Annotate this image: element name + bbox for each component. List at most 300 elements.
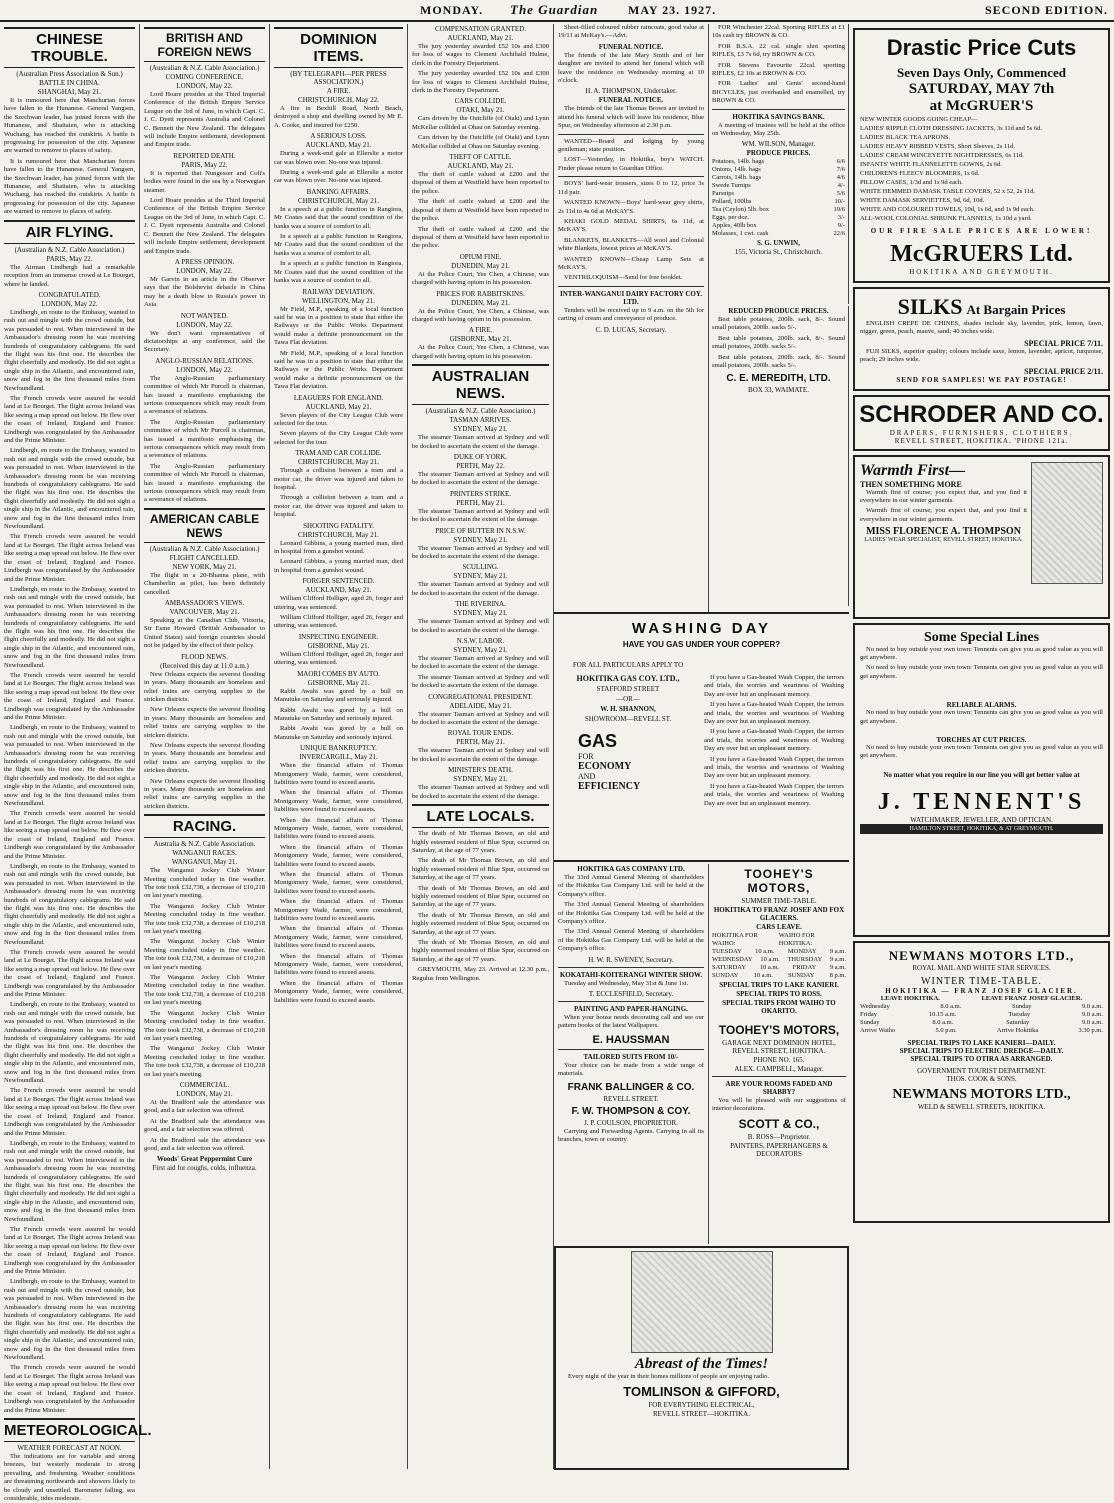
toohey-special: SPECIAL TRIPS FROM WAIHO TO OKARITO. [722, 999, 836, 1015]
article-paragraph: The steamer Tasman arrived at Sydney and will be docked to ascertain the extent of the damage. [412, 655, 549, 671]
column-6-lower [709, 306, 849, 606]
notice-text: The 33rd Annual General Meeting of shareholders of the Hokitika Gas Company Ltd. will be held at the Company's office. [558, 901, 704, 926]
price-cell: 10/- [834, 198, 845, 206]
dateline: LONDON, May 22. [176, 365, 233, 374]
signature: H. A. THOMPSON, Undertaker. [585, 87, 677, 96]
scott-text: You will be pleased with our suggestions of interior decorations. [712, 1097, 846, 1113]
article-paragraph: GREYMOUTH, May 23. Arrived at 12.30 p.m., Regulus from Wellington. [412, 966, 549, 982]
dateline: WANGANUI, May 21. [171, 858, 238, 867]
subhead: PRICE OF BUTTER IN N.S.W. [435, 526, 526, 535]
article-paragraph: The French crowds were assured he would land at Le Bourget. The flight across Ireland was like seeing a map spread out below. He flew over the coast of Ireland, England and France. Lindbergh was congratulated by the Ambassador and the Prime Minister. [4, 1364, 135, 1414]
classified-ad: WANTED—Board and lodging by young gentleman; state position. [558, 137, 704, 154]
classified-ad: Sheet-filled coloured rubber raincoats, good value at 19/11 at McKay's.—Advt. [558, 24, 704, 40]
subhead: WANGANUI RACES. [172, 849, 237, 858]
silks-price-1: SPECIAL PRICE 7/11. [1024, 338, 1103, 348]
subhead: A PRESS OPINION. [174, 257, 235, 266]
timetable-cell: FRIDAY [792, 964, 817, 971]
dateline: AUCKLAND, May 21. [305, 141, 372, 150]
subhead: CONGREGATIONAL PRESIDENT. [428, 692, 533, 701]
article-paragraph: The French crowds were assured he would land at Le Bourget. The flight across Ireland was like seeing a map spread out below. He flew over the coast of Ireland, England and France. Lindbergh was congratulated by the Ambassador and the Prime Minister. [4, 394, 135, 444]
article-paragraph: Mr Field, M.P., speaking of a local function said he was in a position to state that either the Railways or the Public Works Department would make a definite pronouncement on the Tawa Flat deviation. [274, 305, 403, 347]
classified-ad: WANTED KNOWN—Boys' hard-wear grey shirts, 2s 11d to 4s 6d at McKAY'S. [558, 199, 704, 215]
headline-late-locals: LATE LOCALS. [412, 804, 549, 828]
subhead: A FIRE. [468, 326, 493, 335]
timetable-cell: Arrive Hokitika [996, 1026, 1039, 1034]
article-paragraph: Through a collision between a tram and a motor car, the driver was injured and taken to hospital. [274, 494, 403, 519]
newmans-address: WELD & SEWELL STREETS, HOKITIKA. [917, 1102, 1046, 1111]
toohey-manager: ALEX. CAMPBELL, Manager. [734, 1065, 824, 1073]
tomlinson-headline: Abreast of the Times! [634, 1356, 769, 1372]
article-paragraph: William Clifford Holliger, aged 26, forger and uttering, was sentenced. [274, 595, 403, 611]
price-cell: Onions, 14lb. bags [712, 166, 761, 174]
notice-text: Your choice can be made from a wide range of materials. [558, 1061, 704, 1078]
masthead-day: MONDAY. [420, 2, 484, 17]
article-paragraph: William Clifford Holliger, aged 26, forger and uttering, was sentenced. [274, 650, 403, 667]
classified-ad: BOYS' hard-wear trousers, sizes 0 to 12, price 3s 11d pair. [558, 180, 704, 196]
article-paragraph: Rabbi Awahi was gored by a bull on Manutuke on Saturday and seriously injured. [274, 725, 403, 741]
newmans-title: NEWMANS MOTORS LTD., [888, 947, 1075, 963]
price-cell: 3/- [837, 214, 845, 222]
divider [558, 967, 704, 968]
subhead: COMPENSATION GRANTED. [434, 25, 526, 33]
timetable-cell: SUNDAY [787, 972, 815, 979]
dateline: LONDON, May 21. [176, 1089, 233, 1098]
timetable-row [860, 1019, 1103, 1027]
silks-text: FUJI SILKS, superior quality; colours include saxe, lemon, lavender, apricot, turquoise, peach; 29 inches wide. [860, 347, 1103, 364]
article-paragraph: Lord Hoare presides at the Third Imperial Conference of the British Empire Service League on the 3rd of June, in which Capt. C. J. C. Dyett represents Australia and Colonel C. Bennett the New Zealand. The delegates will include Empire settlement, development and Empire trade. [144, 91, 265, 149]
article-paragraph: The French crowds were assured he would land at Le Bourget. The flight across Ireland was like seeing a map spread out below. He flew over the coast of Ireland, England and France. Lindbergh was congratulated by the Ambassador and the Prime Minister. [4, 1225, 135, 1275]
dateline: AUCKLAND, May 21. [305, 402, 372, 411]
ad-toohey-motors [709, 864, 849, 1244]
price-row [712, 190, 845, 198]
price-row [712, 222, 845, 230]
tennent-name: J. TENNENT'S [877, 788, 1086, 815]
divider [558, 176, 704, 177]
price-row [712, 198, 845, 206]
article-paragraph: Mr Garvin in an article in the Observer says that the Bolshevist debacle in China may be a death blow to Russia's power in Asia. [144, 275, 265, 309]
dateline: PERTH, May 21. [456, 738, 505, 747]
radio-illustration [631, 1251, 773, 1353]
scott-trades: PAINTERS, PAPERHANGERS & DECORATORS [730, 1141, 828, 1158]
timetable-row [712, 956, 846, 964]
timetable-cell: THURSDAY [787, 956, 823, 963]
dateline: DUNEDIN, May 21. [451, 261, 510, 270]
article-paragraph: The jury yesterday awarded £52 10s and £300 for loss of wages to Clement Archibald Hulme, clerk in the Forestry Department. [412, 70, 549, 95]
subhead: COMING CONFERENCE. [165, 73, 244, 81]
washing-gas: GAS [578, 731, 618, 751]
column-3 [270, 24, 408, 1469]
mcgruers-subtitle: Seven Days Only, Commenced [897, 65, 1066, 80]
article-paragraph: The steamer Tasman arrived at Sydney and will be docked to ascertain the extent of the damage. [412, 470, 549, 487]
subhead: REPORTED DEATH. [173, 151, 236, 160]
subhead: INSPECTING ENGINEER. [298, 632, 379, 641]
subhead: TRAM AND CAR COLLIDE. [295, 449, 382, 458]
price-row [712, 166, 845, 174]
price-cell: 22/6 [833, 230, 845, 238]
silks-headline: SILKS [897, 294, 963, 319]
tomlinson-tagline: FOR EVERYTHING ELECTRICAL, [648, 1401, 755, 1410]
article-paragraph: At the Police Court, Yee Chen, a Chinese, was charged with having opium in his possession. [412, 307, 549, 323]
subhead: FLOOD NEWS. [181, 652, 228, 661]
list-item: LADIES' CREAM WINCEYETTE NIGHTDRESSES, 6s 11d. [860, 152, 1024, 159]
subhead: HOKITIKA SAVINGS BANK. [732, 112, 825, 121]
article-paragraph: The Wanganui Jockey Club Winter Meeting concluded today in fine weather. The tote took £32,738, a decrease of £10,218 on last year's meeting. [144, 974, 265, 1007]
newmans-col-header: LEAVE HOKITIKA. [880, 994, 940, 1002]
thompson-headline: Warmth First— [860, 461, 966, 479]
newmans-timetable-title: WINTER TIME-TABLE. [921, 975, 1042, 987]
toohey-subtitle: SUMMER TIME-TABLE. [741, 897, 817, 905]
article-paragraph: When the financial affairs of Thomas Montgomery Wade, farmer, were considered, liabilities were found to exceed assets. [274, 871, 403, 895]
classified-ad: Tenders will be received up to 9 a.m. on the 5th for carting of cream and conveyance of produce. [558, 306, 704, 323]
classified-ad: Best table potatoes, 200lb. sack, 8/-. Sound small potatoes, 200lb. sacks 5/-. [712, 334, 845, 351]
dateline: SYDNEY, May 21. [453, 572, 508, 581]
article-paragraph: At the Bradford sale the attendance was good, and a fair selection was offered. [144, 1117, 265, 1134]
credit: (Australian & N.Z. Cable Association.) [149, 544, 260, 553]
classified-ad: WANTED KNOWN—Cheap Lamp Sets at McKAY'S. [558, 255, 704, 271]
article-paragraph: Through a collision between a tram and a motor car, the driver was injured and taken to hospital. [274, 467, 403, 491]
timetable-cell: SUNDAY [712, 972, 739, 979]
article-paragraph: Seven players of the City League Club were selected for the tour. [274, 411, 403, 427]
article-paragraph: The Anglo-Russian parliamentary committee of which Mr Purcell is chairman, has issued a manifesto emphasising the serious consequences which may result from a severance of relations. [144, 374, 265, 416]
price-cell: Swede Turnips [712, 182, 751, 190]
article-paragraph: Leonard Gibbins, a young married man, died in hospital from a gunshot wound. [274, 558, 403, 574]
mcgruers-name: McGRUERS Ltd. [890, 241, 1073, 267]
credit: (Australian & N.Z. Cable Association.) [149, 64, 260, 72]
washing-apply: FOR ALL PARTICULARS APPLY TO [572, 661, 684, 669]
timetable-cell: SATURDAY [712, 964, 747, 971]
article-paragraph: Lindbergh, en route to the Embassy, wanted to rush out and mingle with the crowd outside, but was persuaded to rest. When interviewed in the Ambassador's dressing room he was receiving hundreds of congratulatory cablegrams. He said the flight was his first one. He describes the flight cheerfully and modestly. He did not sight a single ship in the Atlantic, and encountered rain, snow and fog in the first thousand miles from Newfoundland. [4, 308, 135, 392]
signature: H. W. R. SWENEY, Secretary. [588, 955, 674, 964]
timetable-row [860, 1003, 1103, 1011]
column-1 [0, 24, 152, 1502]
timetable-cell: Arrive Waiho [860, 1026, 896, 1034]
credit: (Australian Press Association & Sun.) [16, 70, 123, 78]
timetable-cell: 3.30 p.m. [1078, 1026, 1103, 1034]
classified-ad: FOR Stevens Favourite 22cal. sporting RIFLES, £2 10s at BROWN & CO. [712, 61, 845, 78]
divider [712, 1076, 846, 1077]
dateline: INVERCARGILL, May 21. [299, 753, 378, 762]
subhead: PRICES FOR RABBITSKINS. [436, 289, 525, 298]
classified-ad: VENTRILOQUISM—Send for free booklet. [564, 274, 683, 282]
timetable-cell: 10 a.m. [759, 964, 780, 971]
article-paragraph: Lindbergh, en route to the Embassy, wanted to rush out and mingle with the crowd outside, but was persuaded to rest. When interviewed in the Ambassador's dressing room he was receiving hundreds of congratulatory cablegrams. He said the flight was his first one. He describes the flight cheerfully and modestly. He did not sight a single ship in the Atlantic, and encountered rain, snow and fog in the first thousand miles from Newfoundland. [4, 724, 135, 808]
dateline: CHRISTCHURCH, May 21. [298, 196, 379, 205]
thompson-subtitle: THEN SOMETHING MORE [860, 479, 962, 489]
article-paragraph: When the financial affairs of Thomas Montgomery Wade, farmer, were considered, liabilities were found to exceed assets. [274, 979, 403, 1004]
article-paragraph: Speaking at the Canadian Club, Victoria, Sir Esme Howard (British Ambassador to United States) said foreign countries should not be judged by the effect of their policy. [144, 617, 265, 650]
tennent-torches: TORCHES AT CUT PRICES. [936, 736, 1027, 745]
notice-text: Carrying and Forwarding Agents. Carrying in all its branches, town or country. [558, 1127, 704, 1144]
article-paragraph: The Airman Lindbergh had a remarkable reception from an immense crowd at Le Bourget, where he landed. [4, 263, 135, 288]
dateline: SYDNEY, May 21. [453, 425, 508, 434]
subhead: DUKE OF YORK. [453, 452, 508, 461]
dateline: GISBORNE, May 21. [307, 678, 370, 687]
credit: Australia & N.Z. Cable Association. [153, 840, 256, 849]
newmans-timetable-rows [860, 1003, 1103, 1035]
advertiser-address: REVELL STREET. [603, 1094, 659, 1103]
classified-ad: BLANKETS, BLANKETS—All wool and Colonial white Blankets, lowest prices at McKAY'S. [558, 236, 704, 253]
signature: T. ECCLESFIELD, Secretary. [588, 990, 674, 999]
credit: (BY TELEGRAPH—PER PRESS ASSOCIATION.) [290, 70, 387, 86]
schroder-name: SCHRODER AND CO. [859, 400, 1104, 428]
toohey-timetable [712, 932, 846, 948]
newmans-special: SPECIAL TRIPS TO OTIRA AS ARRANGED. [910, 1054, 1053, 1063]
subhead: CARS COLLIDE. [454, 97, 507, 106]
tennent-text: No need to buy outside your own town: Tennents can give you as good value as you will get anywhere. [860, 709, 1103, 725]
divider [712, 109, 845, 110]
article-paragraph: When the financial affairs of Thomas Montgomery Wade, farmer, were considered, liabilities were found to exceed assets. [274, 816, 403, 841]
toohey-cars-leave: CARS LEAVE. [756, 923, 802, 931]
dateline: LONDON, May 22. [41, 299, 98, 308]
article-paragraph: The flight in a 20-Bhanna plane, with Chamberlin as pilot, has been definitely cancelled. [144, 571, 265, 596]
subhead: FUNERAL NOTICE. [598, 42, 664, 51]
timetable-cell: 10 a.m. [755, 948, 775, 955]
subhead: WEATHER FORECAST AT NOON. [17, 1443, 122, 1452]
classified-ad: Best table potatoes, 200lb. sack, 8/-. Sound small potatoes, 200lb. sacks 5/-. [712, 316, 845, 332]
timetable-row [712, 964, 846, 972]
dateline: WELLINGTON, May 21. [302, 296, 375, 305]
price-row [712, 174, 845, 182]
advertiser-name: FRANK BALLINGER & CO. [567, 1081, 695, 1093]
timetable-cell: 5.0 p.m. [935, 1026, 957, 1034]
column-7 [849, 24, 1114, 1469]
classified-ad: FOR Winchester 22cal. Sporting RIFLES at £1 10s cash try BROWN & CO. [712, 24, 845, 40]
price-cell: 9/- [837, 222, 845, 230]
timetable-cell: 8.0 a.m. [932, 1018, 954, 1026]
timetable-cell: 9 a.m. [829, 956, 846, 963]
classified-ad: FOR Ladies' and Gents' second-hand BICYCLES, just overhauled and enamelled, try BROWN & CO. [712, 80, 845, 105]
price-row [712, 214, 845, 222]
toohey-col-header: WAIHO FOR HOKITIKA: [778, 932, 815, 947]
article-paragraph: It is rumoured here that Manchurian forces have fallen to the Hunanese. General Yangsen, the Szechwan leader, has joined forces with the Hunanese, and Shaitaien, who is attacking Wuchang, has reached the outskirts. A battle is progressing for possession of the city. Japanese are warned to remove to places of safety. [4, 97, 135, 155]
price-cell: Molasses, 1 cwt. cask [712, 230, 769, 238]
produce-price-list [712, 158, 845, 238]
washing-efficiency: EFFICIENCY [578, 781, 641, 792]
article-paragraph: The steamer Tasman arrived at Sydney and will be docked to ascertain the extent of the damage. [412, 507, 549, 524]
washing-economy: ECONOMY [578, 761, 632, 772]
newmans-route: HOKITIKA — FRANZ JOSEF GLACIER. [885, 986, 1078, 995]
thompson-text: Warmth first of course; you expect that, and you find it everywhere in our winter garments. [860, 488, 1027, 505]
thompson-address: LADIES' WEAR SPECIALIST, REVELL STREET, HOKITIKA. [864, 537, 1023, 544]
list-item: LADIES' BLACK TEA APRONS. [860, 134, 951, 141]
article-paragraph: The steamer Tasman arrived at Sydney and will be docked to ascertain the extent of the damage. [412, 673, 549, 690]
washing-shannon: W. H. SHANNON, [600, 705, 656, 713]
timetable-cell: 8 p.m. [829, 972, 846, 979]
article-paragraph: The Wanganui Jockey Club Winter Meeting concluded today in fine weather. The tote took £32,738, a decrease of £10,218 on last year's meeting. [144, 1009, 265, 1042]
subhead: CONGRATULATED. [38, 290, 101, 299]
thompson-text: Warmth first of course; you expect that, and you find it everywhere in our winter garments. [860, 507, 1027, 523]
subhead: FUNERAL NOTICE. [598, 96, 664, 105]
schroder-trades: DRAPERS, FURNISHERS, CLOTHIERS. [889, 428, 1074, 437]
article-paragraph: In a speech at a public function in Rangiora, Mr Coates said that the sound condition of the banks was a source of comfort to all. [274, 260, 403, 285]
article-paragraph: William Clifford Holliger, aged 26, forger and uttering, was sentenced. [274, 614, 403, 630]
headline-racing: RACING. [144, 814, 265, 838]
article-paragraph: Lindbergh, en route to the Embassy, wanted to rush out and mingle with the crowd outside, but was persuaded to rest. When interviewed in the Ambassador's dressing room he was receiving hundreds of congratulatory cablegrams. He said the flight was his first one. He describes the flight cheerfully and modestly. He did not sight a single ship in the Atlantic, and encountered rain, snow and fog in the first thousand miles from Newfoundland. [4, 447, 135, 531]
silks-price-2: SPECIAL PRICE 2/11. [1024, 366, 1103, 376]
article-paragraph: The Wanganui Jockey Club Winter Meeting concluded today in fine weather. The tote took £32,738, a decrease of £10,218 on last year's meeting. [144, 902, 265, 936]
article-paragraph: The indications are for variable and strong breezes, but westerly moderate to strong prevailing, and freshening. Weather conditions are threatening northwards and showers likely to be cloudy and unsettled. Barometer falling, sea considerable, tides moderate. [4, 1452, 135, 1502]
classified-ad: LOST—Yesterday, in Hokitika, boy's WATCH. Finder please return to Guardian Office. [558, 156, 704, 172]
article-paragraph: Lindbergh, en route to the Embassy, wanted to rush out and mingle with the crowd outside, but was persuaded to rest. When interviewed in the Ambassador's dressing room he was receiving hundreds of congratulatory cablegrams. He said the flight was his first one. He describes the flight cheerfully and modestly. He did not sight a single ship in the Atlantic, and encountered rain, snow and fog in the first thousand miles from Newfoundland. [4, 1001, 135, 1085]
newmans-services: ROYAL MAIL AND WHITE STAR SERVICES. [912, 963, 1051, 972]
tennent-text: No need to buy outside your own town: Tennents can give you as good value as you will get anywhere. [860, 744, 1103, 760]
mcgruers-locations: HOKITIKA AND GREYMOUTH. [909, 268, 1054, 276]
dateline: (Received this day at 11.0 a.m.) [160, 661, 249, 670]
ad-tomlinson-gifford [554, 1246, 849, 1470]
washing-text: If you have a Gas-heated Wash Copper, the terrors and trials, the worries and weariness of Washing Day are over but an unpleasant memory. [704, 674, 844, 698]
article-paragraph: When the financial affairs of Thomas Montgomery Wade, farmer, were considered, liabilities were found to exceed assets. [274, 925, 403, 950]
ad-mcgruers [853, 28, 1110, 283]
ad-silks [853, 287, 1110, 391]
article-paragraph: The death of Mr Thomas Brown, an old and highly esteemed resident of Blue Spur, occurred on Saturday, at the age of 77 years. [412, 938, 549, 963]
subhead: TASMAN ARRIVES. [449, 416, 512, 425]
tennent-value: No matter what you require in our line you will get better value at [883, 770, 1080, 779]
column-6 [709, 24, 849, 304]
price-cell: Eggs, per doz. [712, 214, 750, 222]
subhead: BATTLE IN CHINA. [39, 79, 100, 87]
dateline: SYDNEY, May 21. [453, 646, 508, 655]
article-paragraph: New Orleans expects the severest flooding in years. Many thousands are homeless and relief trains are carrying supplies to the stricken districts. [144, 706, 265, 739]
tennent-text: No need to buy outside your own town: Tennents can give you as good value as you will get anywhere. [860, 645, 1103, 662]
article-paragraph: The Anglo-Russian parliamentary committee of which Mr Purcell is chairman, has issued a manifesto emphasising the serious consequences which may result from a severance of relations. [144, 418, 265, 460]
article-paragraph: Lindbergh, en route to the Embassy, wanted to rush out and mingle with the crowd outside, but was persuaded to rest. When interviewed in the Ambassador's dressing room he was receiving hundreds of congratulatory cablegrams. He said the flight was his first one. He describes the flight cheerfully and modestly. He did not sight a single ship in the Atlantic, and encountered rain, snow and fog in the first thousand miles from Newfoundland. [4, 1139, 135, 1223]
subhead: FORGER SENTENCED. [302, 577, 375, 586]
signature: S. G. UNWIN, [757, 239, 800, 248]
dateline: ADELAIDE, May 21. [449, 701, 512, 710]
article-paragraph: When the financial affairs of Thomas Montgomery Wade, farmer, were considered, liabilities were found to exceed assets. [274, 843, 403, 868]
scott-headline: ARE YOUR ROOMS FADED AND SHABBY? [725, 1080, 833, 1096]
washing-text: If you have a Gas-heated Wash Copper, the terrors and trials, the worries and weariness of Washing Day are over but an unpleasant memory. [704, 782, 844, 807]
subhead: HOKITIKA GAS COMPANY LTD. [577, 865, 685, 873]
article-paragraph: When the financial affairs of Thomas Montgomery Wade, farmer, were considered, liabilities were found to exceed assets. [274, 952, 403, 977]
article-paragraph: Seven players of the City League Club were selected for the tour. [274, 430, 403, 446]
masthead-title: The Guardian [510, 2, 599, 17]
timetable-cell: 10.15 a.m. [928, 1010, 957, 1018]
timetable-cell: 10 a.m. [753, 972, 773, 979]
article-paragraph: Lindbergh, en route to the Embassy, wanted to rush out and mingle with the crowd outside, but was persuaded to rest. When interviewed in the Ambassador's dressing room he was receiving hundreds of congratulatory cablegrams. He said the flight was his first one. He describes the flight cheerfully and modestly. He did not sight a single ship in the Atlantic, and encountered rain, snow and fog in the first thousand miles from Newfoundland. [4, 585, 135, 669]
list-item: WHITE AND COLOURED TOWELS, 10d, 1s 6d, and 1s 9d each. [860, 206, 1035, 213]
article-paragraph: The theft of cattle valued at £200 and the disposal of them at Westfield have been reported to the police. [412, 225, 549, 250]
subhead: A FIRE. [326, 87, 351, 95]
mcgruers-price-list [860, 115, 1103, 223]
subhead: N.S.W. LABOR. [456, 637, 505, 646]
price-cell: Carrots, 14lb. bags [712, 174, 762, 182]
subhead: UNIQUE BANKRUPTCY. [300, 744, 377, 753]
article-paragraph: The death of Mr Thomas Brown, an old and highly esteemed resident of Blue Spur, occurred on Saturday, at the age of 77 years. [412, 857, 549, 882]
headline-australian-news: AUSTRALIAN NEWS. [412, 364, 549, 405]
article-paragraph: New Orleans expects the severest flooding in years. Many thousands are homeless and relief trains are carrying supplies to the stricken districts. [144, 777, 265, 810]
article-paragraph: At the Police Court, Yee Chen, a Chinese, was charged with having opium in his possession. [412, 270, 549, 287]
classified-ad: The friends of the late Mary Smith and of her daughter are invited to attend her funeral which will leave the residence on Wednesday morning at 10 o'clock. [558, 51, 704, 85]
dateline: PARIS, May 22. [181, 160, 228, 169]
dateline: CHRISTCHURCH, May 22. [298, 96, 379, 104]
article-paragraph: The theft of cattle valued at £200 and the disposal of them at Westfield have been reported to the police. [412, 171, 549, 195]
classified-ad: A meeting of trustees will be held at the office on Wednesday, May 25th. [712, 121, 845, 138]
masthead-edition: SECOND EDITION. [984, 2, 1108, 17]
article-paragraph: Leonard Gibbins, a young married man, died in hospital from a gunshot wound. [274, 539, 403, 556]
article-paragraph: Lord Hoare presides at the Third Imperial Conference of the British Empire Service League on the 3rd of June, in which Capt. C. J. C. Dyett represents Australia and Colonel C. Bennett the New Zealand. The delegates will include Empire settlement, development and Empire trade. [144, 197, 265, 255]
subhead: ANGLO-RUSSIAN RELATIONS. [155, 356, 254, 365]
masthead-date: MAY 23. 1927. [628, 2, 717, 17]
headline-meteorological: METEOROLOGICAL. [4, 1418, 135, 1442]
subhead: MINISTER'S DEATH. [448, 766, 513, 775]
dateline: AUCKLAND, May 21. [305, 586, 372, 595]
list-item: ALL-WOOL COLONIAL SHRUNK FLANNELS, 1s 10d a yard. [860, 215, 1032, 222]
article-paragraph: The steamer Tasman arrived at Sydney and will be docked to ascertain the extent of the damage. [412, 747, 549, 763]
ad-newmans-motors [853, 941, 1110, 1223]
timetable-cell: 9.0 a.m. [1082, 1018, 1103, 1026]
price-cell: Tea (Ceylon) 5lb. box [712, 206, 769, 214]
dateline: SHANGHAI, May 21. [37, 88, 102, 96]
washing-text: If you have a Gas-heated Wash Copper, the terrors and trials, the worries and weariness of Washing Day are over but an unpleasant memory. [704, 701, 844, 726]
dateline: AUCKLAND, May 21. [447, 162, 514, 171]
subhead: RAILWAY DEVIATION. [302, 287, 375, 296]
washing-or: —OR— [616, 695, 640, 703]
masthead [0, 0, 1114, 22]
silks-samples: SEND FOR SAMPLES! WE PAY POSTAGE! [896, 375, 1067, 384]
timetable-row [860, 1011, 1103, 1019]
timetable-row [860, 1027, 1103, 1035]
list-item: WHITE DAMASK SERVIETTES, 9d, 6d, 10d. [860, 197, 985, 204]
tennent-headline: Some Special Lines [923, 629, 1040, 645]
subhead: LEAGUERS FOR ENGLAND. [293, 393, 384, 402]
article-paragraph: The Wanganui Jockey Club Winter Meeting concluded today in fine weather. The tote took £32,738, a decrease of £10,218 on last year's meeting. [144, 867, 265, 900]
schroder-address: REVELL STREET, HOKITIKA. 'PHONE 121a. [894, 436, 1069, 445]
article-paragraph: The Wanganui Jockey Club Winter Meeting concluded today in fine weather. The tote took £32,738, a decrease of £10,218 on last year's meeting. [144, 1045, 265, 1078]
toohey-special: SPECIAL TRIPS TO ROSS. [736, 990, 822, 998]
toohey-phone: PHONE NO. 165. [753, 1056, 805, 1064]
article-paragraph: The steamer Tasman arrived at Sydney and will be docked to ascertain the extent of the damage. [412, 710, 549, 727]
dateline: LONDON, May 22. [176, 266, 233, 275]
price-cell: Potatoes, 14lb. bags [712, 158, 764, 166]
timetable-cell: Tuesday [1008, 1010, 1031, 1018]
timetable-cell: 9 a.m. [829, 948, 846, 955]
dateline: SYDNEY, May 21. [453, 775, 508, 784]
article-paragraph: Cars driven by the Outcliffe (of Otaki) and Lynn McKellar collided at Ohau on Saturday evening. [412, 134, 549, 150]
article-paragraph: Cars driven by the Outcliffe (of Otaki) and Lynn McKellar collided at Ohau on Saturday evening. [412, 115, 549, 131]
article-paragraph: The steamer Tasman arrived at Sydney and will be docked to ascertain the extent of the damage. [412, 581, 549, 597]
subhead: AMBASSADOR'S VIEWS. [164, 599, 245, 608]
dateline: OTAKI, May 21. [456, 106, 505, 115]
signature: C. D. LUCAS, Secretary. [595, 325, 667, 334]
price-cell: 4/- [837, 182, 845, 190]
subhead: OPIUM FINE. [459, 252, 502, 261]
headline-british-foreign-news: BRITISH AND FOREIGN NEWS [144, 27, 265, 62]
column-5-lower [554, 864, 709, 1244]
subhead: A SERIOUS LOSS. [310, 132, 367, 141]
dateline: VANCOUVER, May 21. [169, 608, 240, 617]
notice-text: When your house needs decorating call and see our pattern books of the latest Wallpapers. [558, 1014, 704, 1030]
subhead: THE RIVERINA. [455, 600, 506, 609]
scott-proprietor: B. ROSS—Proprietor. [747, 1132, 811, 1141]
article-paragraph: The death of Mr Thomas Brown, an old and highly esteemed resident of Blue Spur, occurred on Saturday, at the age of 77 years. [412, 884, 549, 909]
tennent-address: HAMILTON STREET, HOKITIKA, & AT GREYMOUTH. [860, 824, 1103, 834]
article-paragraph: The French crowds were assured he would land at Le Bourget. The flight across Ireland was like seeing a map spread out below. He flew over the coast of Ireland, England and France. Lindbergh was congratulated by the Ambassador and the Prime Minister. [4, 810, 135, 860]
article-paragraph: In a speech at a public function in Rangiora, Mr Coates said that the sound condition of the banks was a source of comfort to all. [274, 205, 403, 230]
article-paragraph: The French crowds were assured he would land at Le Bourget. The flight across Ireland was like seeing a map spread out below. He flew over the coast of Ireland, England and France. Lindbergh was congratulated by the Ambassador and the Prime Minister. [4, 948, 135, 998]
headline-american-cable-news: AMERICAN CABLE NEWS [144, 508, 265, 543]
list-item: CHILDREN'S FLEECY BLOOMERS, 1s 6d. [860, 170, 980, 177]
price-cell: Pollard, 100lbs [712, 198, 752, 206]
article-paragraph: It is rumoured here that Manchurian forces have fallen to the Hunanese. General Yangsen, the Szechwan leader, has joined forces with the Hunanese, and Shaitaien, who is attacking Wuchang, has reached the outskirts. A battle is progressing for possession of the city. Japanese are warned to remove to places of safety. [4, 157, 135, 216]
advertiser-name: F. W. THOMPSON & COY. [571, 1105, 691, 1117]
article-paragraph: New Orleans expects the severest flooding in years. Many thousands are homeless and relief trains are carrying supplies to the stricken districts. [144, 670, 265, 703]
list-item: PILLOW CASES, 1/3d and 1s 9d each. [860, 179, 963, 186]
tennent-alarms: RELIABLE ALARMS. [946, 701, 1017, 710]
tomlinson-name: TOMLINSON & GIFFORD, [623, 1384, 780, 1400]
classified-ad: KHAKI GOLD MEDAL SHIRTS, 6s 11d, at McKAY'S. [558, 217, 704, 234]
newmans-title-2: NEWMANS MOTORS LTD., [892, 1086, 1071, 1102]
